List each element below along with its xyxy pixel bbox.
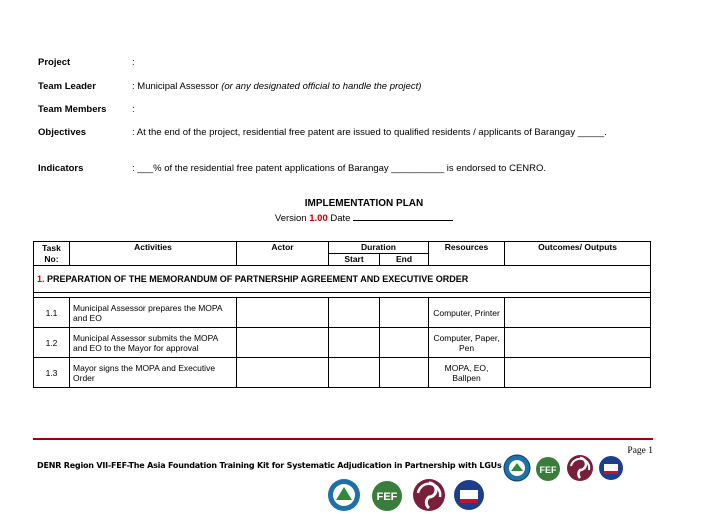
actor-header: Actor: [237, 242, 329, 266]
svg-text:FEF: FEF: [539, 465, 557, 475]
activity-cell: Mayor signs the MOPA and Executive Order: [70, 358, 237, 388]
end-header: End: [380, 254, 429, 266]
start-cell: [329, 358, 380, 388]
asia-foundation-logo-icon: [566, 454, 594, 482]
resources-cell: MOPA, EO, Ballpen: [429, 358, 505, 388]
actor-cell: [237, 328, 329, 358]
end-cell: [380, 358, 429, 388]
page-number: Page 1: [627, 446, 653, 456]
project-label: Project: [38, 57, 71, 68]
outcomes-cell: [505, 328, 651, 358]
section-title: PREPARATION OF THE MEMORANDUM OF PARTNERSHIP AGREEMENT AND EXECUTIVE ORDER: [47, 274, 469, 284]
resources-header: Resources: [429, 242, 505, 266]
objectives-value: : At the end of the project, residential free patent are issued to qualified residents / applicants of Barangay _____.: [132, 127, 607, 138]
denr-logo-icon: [503, 454, 531, 482]
table-row: [34, 298, 651, 328]
indicators-value: : ___% of the residential free patent applications of Barangay __________ is endorsed to CENRO.: [132, 163, 547, 174]
resources-cell: Computer, Paper, Pen: [429, 328, 505, 358]
date-label: Date: [330, 213, 351, 224]
fef-logo-large-icon: [368, 480, 406, 512]
version-label: Version: [274, 213, 307, 224]
activities-header: Activities: [70, 242, 237, 266]
footer-rule: [33, 438, 653, 440]
actor-cell: [237, 358, 329, 388]
start-cell: [329, 298, 380, 328]
implementation-plan-table: [33, 241, 651, 388]
start-header: Start: [329, 254, 380, 266]
activity-cell: Municipal Assessor submits the MOPA and EO to the Mayor for approval: [70, 328, 237, 358]
footer-text: DENR Region VII-FEF-The Asia Foundation Training Kit for Systematic Adjudication in Partnership with LGUs: [37, 461, 502, 470]
team-leader-note: (or any designated official to handle the project): [221, 81, 422, 92]
table-row: [34, 358, 651, 388]
task-no-header: Task No:: [34, 242, 70, 266]
resources-cell: Computer, Printer: [429, 298, 505, 328]
section-heading: [34, 266, 651, 293]
indicators-label: Indicators: [38, 163, 84, 174]
outcomes-header: Outcomes/ Outputs: [505, 242, 651, 266]
table-row: [34, 328, 651, 358]
task-number: 1.2: [34, 328, 70, 358]
actor-cell: [237, 298, 329, 328]
denr-logo-large-icon: [326, 478, 362, 512]
end-cell: [380, 328, 429, 358]
end-cell: [380, 298, 429, 328]
task-number: 1.3: [34, 358, 70, 388]
section-number: 1.: [37, 274, 45, 284]
svg-text:FEF: FEF: [376, 491, 398, 503]
start-cell: [329, 328, 380, 358]
plan-title: IMPLEMENTATION PLAN: [304, 198, 424, 209]
team-members-label: Team Members: [38, 104, 107, 115]
usaid-logo-large-icon: [453, 478, 485, 512]
activity-cell: Municipal Assessor prepares the MOPA and EO: [70, 298, 237, 328]
date-blank: [353, 212, 453, 221]
duration-header: Duration: [329, 242, 429, 254]
team-leader-label: Team Leader: [38, 81, 96, 92]
version-number: 1.00: [309, 213, 328, 224]
plan-version: [0, 212, 728, 224]
asia-foundation-logo-large-icon: [412, 478, 446, 512]
team-leader-value: : Municipal Assessor: [132, 81, 219, 92]
outcomes-cell: [505, 358, 651, 388]
usaid-logo-icon: [598, 454, 624, 482]
outcomes-cell: [505, 298, 651, 328]
project-value: :: [132, 57, 135, 68]
task-number: 1.1: [34, 298, 70, 328]
fef-logo-icon: [534, 456, 562, 482]
team-members-value: :: [132, 104, 135, 115]
objectives-label: Objectives: [38, 127, 87, 138]
